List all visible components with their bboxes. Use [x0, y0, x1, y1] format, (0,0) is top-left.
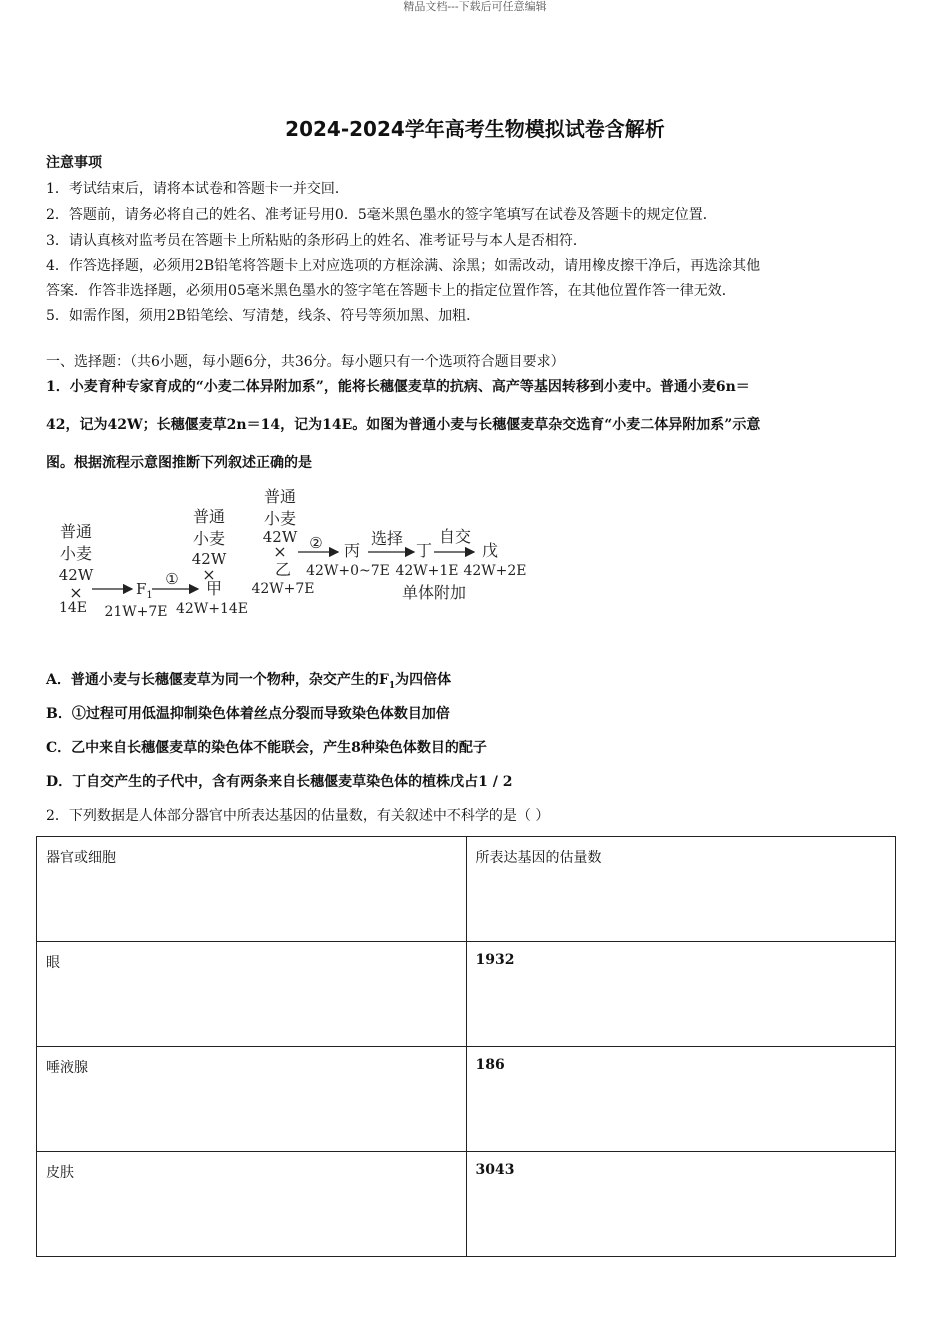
jia-count: 42W+14E: [176, 601, 248, 617]
question-1-line: 图。根据流程示意图推断下列叙述正确的是: [46, 455, 312, 471]
wheat-label: 普通: [263, 487, 297, 506]
table-header-row: [37, 837, 896, 942]
breeding-flow-diagram: [46, 486, 546, 620]
wu-count: 42W+2E: [463, 563, 527, 579]
option-d: D．丁自交产生的子代中，含有两条来自长穗偃麦草染色体的植株戊占1 / 2: [46, 774, 513, 790]
e14-count: 14E: [58, 600, 88, 616]
step-1-marker: ①: [165, 570, 179, 588]
jia-label: 甲: [205, 579, 223, 598]
yi-count: 42W+7E: [251, 581, 315, 597]
select-label: 选择: [370, 529, 404, 548]
organ-cell: 皮肤: [37, 1152, 467, 1257]
wheat-label: 普通: [59, 522, 93, 541]
table-row: [37, 942, 896, 1047]
page-header: 精品文档---下载后可任意编辑: [403, 0, 547, 13]
count-cell: 1932: [466, 942, 896, 1047]
ding-label: 丁: [415, 541, 433, 560]
table-row: [37, 1047, 896, 1152]
notice-item: 1．考试结束后，请将本试卷和答题卡一并交回．: [46, 181, 349, 197]
table-header-cell: 所表达基因的估量数: [466, 837, 896, 942]
section-heading: 一、选择题：（共6小题，每小题6分，共36分。每小题只有一个选项符合题目要求）: [46, 354, 565, 370]
wheat-count: 42W: [262, 528, 298, 546]
wu-label: 戊: [481, 541, 499, 560]
table-row: [37, 1152, 896, 1257]
f1-count: 21W+7E: [104, 604, 168, 620]
option-a-tail: 为四倍体: [395, 672, 452, 688]
count-cell: 186: [466, 1047, 896, 1152]
cross-symbol: ×: [273, 542, 287, 561]
notice-item: 2．答题前，请务必将自己的姓名、准考证号用0．5毫米黑色墨水的签字笔填写在试卷及答题卡的规定位置．: [46, 207, 717, 223]
notice-heading: 注意事项: [46, 155, 102, 171]
notice-item: 4．作答选择题，必须用2B铅笔将答题卡上对应选项的方框涂满、涂黑；如需改动，请用橡皮擦干净后，再选涂其他: [46, 258, 761, 274]
bing-count: 42W+0~7E: [306, 563, 390, 579]
wheat-count: 42W: [58, 566, 94, 584]
notice-item: 3．请认真核对监考员在答题卡上所粘贴的条形码上的姓名、准考证号与本人是否相符．: [46, 233, 587, 249]
notice-item: 答案．作答非选择题，必须用05毫米黑色墨水的签字笔在答题卡上的指定位置作答，在其他位置作答一律无效．: [46, 283, 736, 299]
wheat-label: 小麦: [263, 509, 297, 528]
option-b: B．①过程可用低温抑制染色体着丝点分裂而导致染色体数目加倍: [46, 706, 450, 722]
count-cell: 3043: [466, 1152, 896, 1257]
wheat-label: 普通: [192, 507, 226, 526]
gene-expression-table: [36, 836, 896, 1257]
step-2-marker: ②: [309, 534, 323, 552]
question-2-stem: 2．下列数据是人体部分器官中所表达基因的估量数，有关叙述中不科学的是（ ）: [46, 808, 550, 824]
ding-count: 42W+1E: [395, 563, 459, 579]
wheat-label: 小麦: [192, 529, 226, 548]
cross-symbol: ×: [202, 565, 216, 584]
yi-label: 乙: [274, 560, 292, 579]
table-header-cell: 器官或细胞: [37, 837, 467, 942]
option-c: C．乙中来自长穗偃麦草的染色体不能联会，产生8种染色体数目的配子: [46, 740, 487, 756]
wheat-count: 42W: [191, 550, 227, 568]
option-a: [46, 669, 451, 691]
bing-label: 丙: [343, 541, 361, 560]
organ-cell: 眼: [37, 942, 467, 1047]
cross-symbol: ×: [69, 583, 83, 602]
selfcross-label: 自交: [438, 527, 472, 546]
ding-caption: 单体附加: [401, 583, 467, 602]
organ-cell: 唾液腺: [37, 1047, 467, 1152]
wheat-label: 小麦: [59, 544, 93, 563]
page-title: 2024-2024学年高考生物模拟试卷含解析: [285, 117, 665, 141]
question-1-line: 1．小麦育种专家育成的“小麦二体异附加系”，能将长穗偃麦草的抗病、高产等基因转移到小麦中。普通小麦6n＝: [46, 379, 750, 395]
option-a-subscript: 1: [388, 680, 396, 691]
option-a-text: A．普通小麦与长穗偃麦草为同一个物种，杂交产生的F: [46, 672, 389, 688]
question-1-line: 42，记为42W；长穗偃麦草2n＝14，记为14E。如图为普通小麦与长穗偃麦草杂交选育“小麦二体异附加系”示意: [46, 417, 761, 433]
notice-item: 5．如需作图，须用2B铅笔绘、写清楚，线条、符号等须加黑、加粗．: [46, 308, 481, 324]
f1-label: $F_1$: [136, 580, 153, 601]
